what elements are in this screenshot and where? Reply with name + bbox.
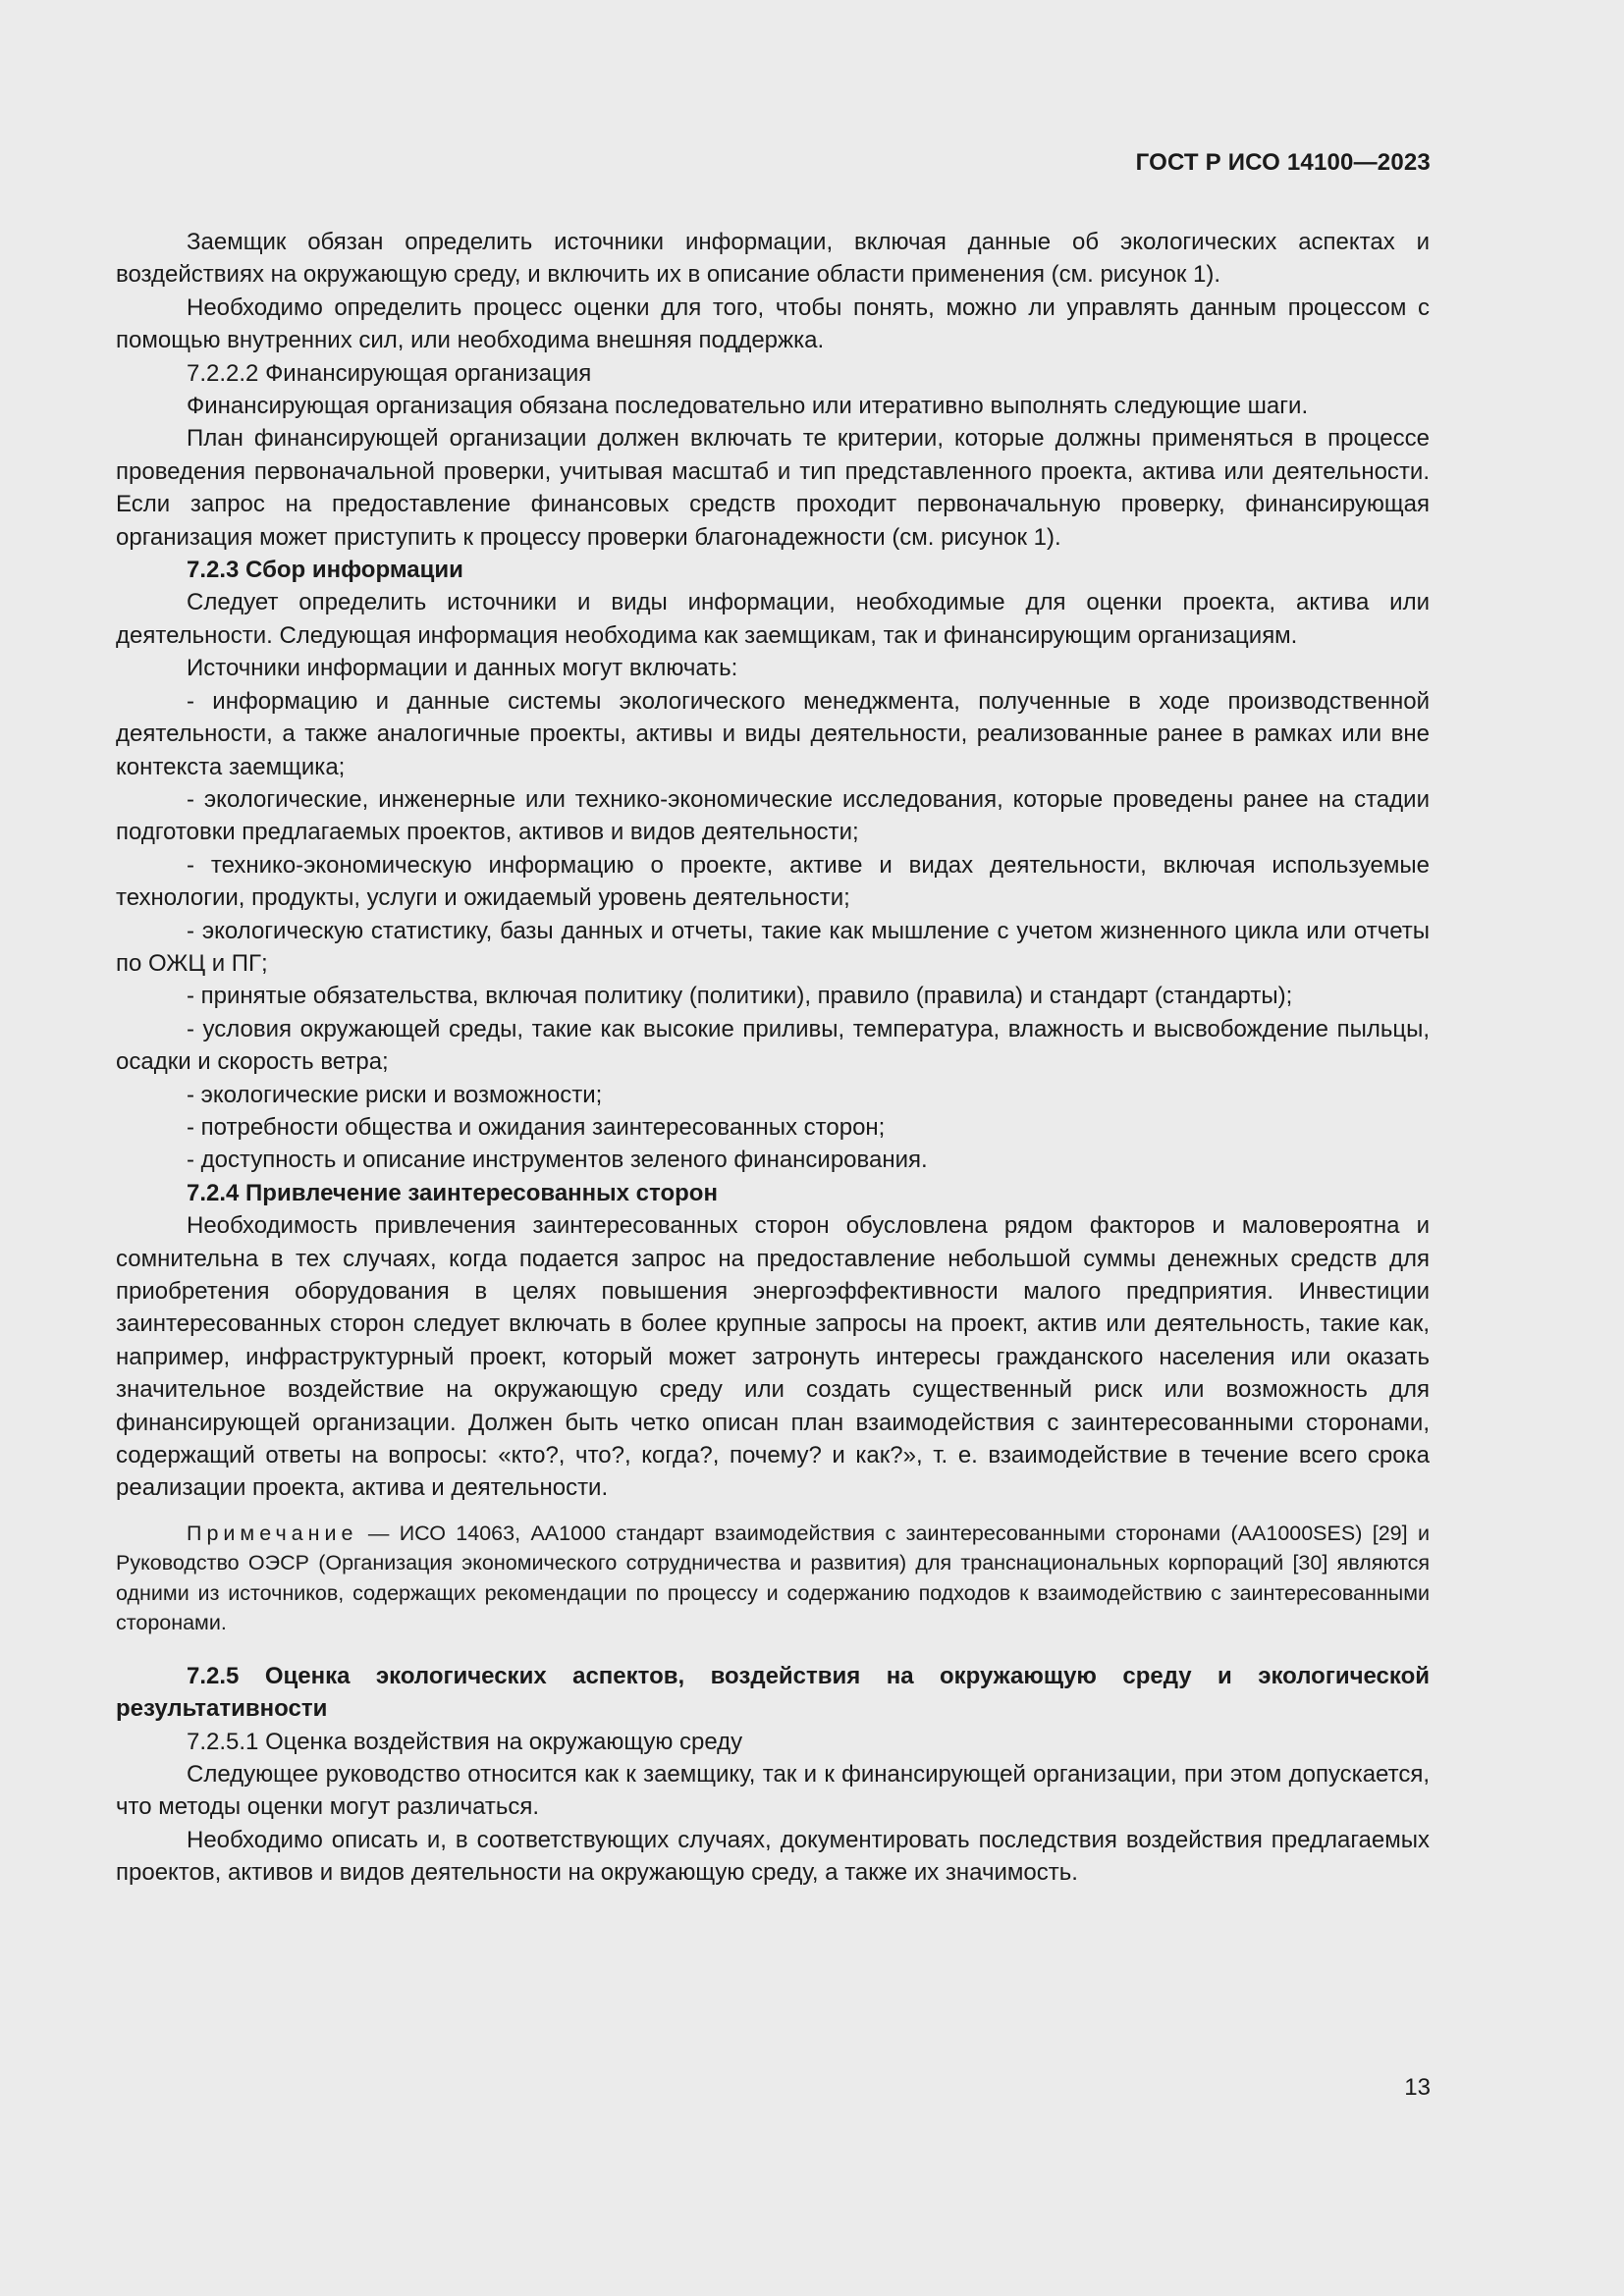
document-id-header: ГОСТ Р ИСО 14100—2023 (1135, 149, 1431, 176)
note-text: ИСО 14063, АА1000 стандарт взаимодействия с заинтересованными сторонами (АА1000SES) [29] и Руководство ОЭСР (Организация экономического сотрудничества и развития) для транснациональных корпораций [30] являются одними из источников, содержащих рекомендации по процессу и содержанию подходов к взаимодействию с заинтересованными сторонами. (116, 1521, 1430, 1635)
list-item: - принятые обязательства, включая политику (политики), правило (правила) и стандарт (стандарты); (187, 983, 1293, 1010)
list-item: - доступность и описание инструментов зеленого финансирования. (187, 1147, 928, 1174)
list-item: - информацию и данные системы экологического менеджмента, полученные в ходе производственной деятельности, а также аналогичные проекты, активы и виды деятельности, реализованные ранее в рамках или вне контекста заемщика; (116, 687, 1430, 780)
paragraph: Необходимость привлечения заинтересованных сторон обусловлена рядом факторов и маловероятна и сомнительна в тех случаях, когда подается запрос на предоставление небольшой суммы денежных средств для приобретения оборудования в целях повышения энергоэффективности малого предприятия. Инвестиции заинтересованных сторон следует включать в более крупные запросы на проект, актив или деятельность, такие как, например, инфраструктурный проект, который может затронуть интересы гражданского населения или оказать значительное воздействие на окружающую среду или создать существенный риск или возможность для финансирующей организации. Должен быть четко описан план взаимодействия с заинтересованными сторонами, содержащий ответы на вопросы: «кто?, что?, когда?, почему? и как?», т. е. взаимодействие в течение всего срока реализации проекта, актива и деятельности. (116, 1212, 1430, 1502)
subsection-title: 7.2.5.1 Оценка воздействия на окружающую среду (187, 1728, 743, 1755)
paragraph: Следует определить источники и виды информации, необходимые для оценки проекта, актива или деятельности. Следующая информация необходима как заемщикам, так и финансирующим организациям. (116, 589, 1430, 649)
list-item: - условия окружающей среды, такие как высокие приливы, температура, влажность и высвобождение пыльцы, осадки и скорость ветра; (116, 1015, 1430, 1076)
page-body (116, 226, 1430, 1890)
paragraph: Необходимо определить процесс оценки для того, чтобы понять, можно ли управлять данным процессом с помощью внутренних сил, или необходима внешняя поддержка. (116, 294, 1430, 354)
paragraph: Следующее руководство относится как к заемщику, так и к финансирующей организации, при этом допускается, что методы оценки могут различаться. (116, 1761, 1430, 1821)
list-item: - экологическую статистику, базы данных и отчеты, такие как мышление с учетом жизненного цикла или отчеты по ОЖЦ и ПГ; (116, 917, 1430, 977)
list-item: - экологические риски и возможности; (187, 1081, 603, 1108)
paragraph: Финансирующая организация обязана последовательно или итеративно выполнять следующие шаги. (187, 393, 1309, 420)
paragraph: Заемщик обязан определить источники информации, включая данные об экологических аспектах и воздействиях на окружающую среду, и включить их в описание области применения (см. рисунок 1). (116, 229, 1430, 289)
list-item: - технико-экономическую информацию о проекте, активе и видах деятельности, включая используемые технологии, продукты, услуги и ожидаемый уровень деятельности; (116, 851, 1430, 912)
paragraph: План финансирующей организации должен включать те критерии, которые должны применяться в процессе проведения первоначальной проверки, учитывая масштаб и тип представленного проекта, актива или деятельности. Если запрос на предоставление финансовых средств проходит первоначальную проверку, финансирующая организация может приступить к процессу проверки благонадежности (см. рисунок 1). (116, 425, 1430, 551)
section-heading: 7.2.5 Оценка экологических аспектов, воздействия на окружающую среду и экологической результативности (116, 1662, 1430, 1723)
note (116, 1519, 1430, 1638)
note-dash: — (357, 1521, 400, 1545)
subsection-title: 7.2.2.2 Финансирующая организация (187, 359, 592, 387)
list-item: - потребности общества и ожидания заинтересованных сторон; (187, 1113, 886, 1141)
page-number: 13 (1404, 2074, 1431, 2101)
paragraph: Необходимо описать и, в соответствующих случаях, документировать последствия воздействия предлагаемых проектов, активов и видов деятельности на окружающую среду, а также их значимость. (116, 1826, 1430, 1887)
list-item: - экологические, инженерные или технико-экономические исследования, которые проведены ранее на стадии подготовки предлагаемых проектов, активов и видов деятельности; (116, 785, 1430, 846)
section-heading: 7.2.4 Привлечение заинтересованных сторон (187, 1179, 718, 1206)
paragraph: Источники информации и данных могут включать: (187, 655, 738, 682)
section-heading: 7.2.3 Сбор информации (187, 557, 463, 584)
note-label: Примечание (187, 1521, 358, 1545)
